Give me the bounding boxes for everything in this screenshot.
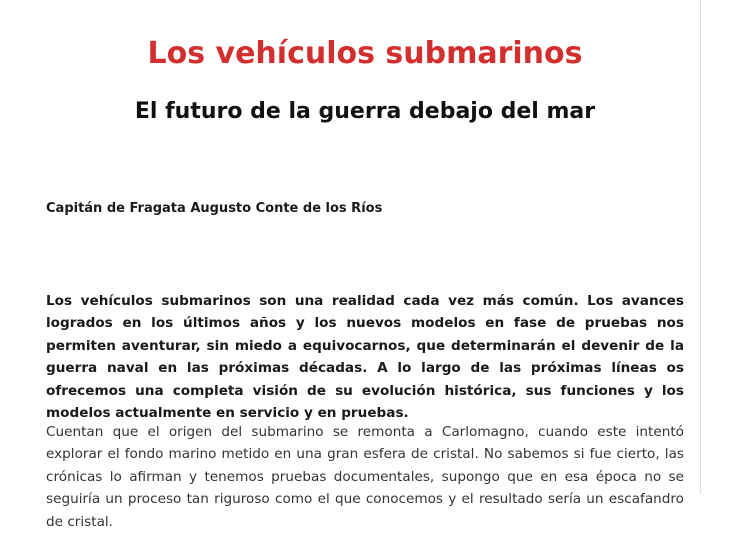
article-author: Capitán de Fragata Augusto Conte de los Ríos xyxy=(46,201,383,216)
article-body-paragraph: Cuentan que el origen del submarino se remonta a Carlomagno, cuando este intentó explorar el fondo marino metido en una gran esfera de cristal. No sabemos si fue cierto, las crónicas lo afirman y tenemos pruebas documentales, supongo que en esa época no se seguiría un proceso tan riguroso como el que conocemos y el resultado sería un escafandro de cristal. xyxy=(46,424,684,530)
article-title: Los vehículos submarinos xyxy=(147,36,583,71)
page-border xyxy=(700,0,701,494)
article-subtitle: El futuro de la guerra debajo del mar xyxy=(134,99,596,124)
article-lead-paragraph: Los vehículos submarinos son una realidad cada vez más común. Los avances logrados en los últimos años y los nuevos modelos en fase de pruebas nos permiten aventurar, sin miedo a equivocarnos, que determinarán el devenir de la guerra naval en las próximas décadas. A lo largo de las próximas líneas os ofrecemos una completa visión de su evolución histórica, sus funciones y los modelos actualmente en servicio y en pruebas. xyxy=(46,293,684,422)
